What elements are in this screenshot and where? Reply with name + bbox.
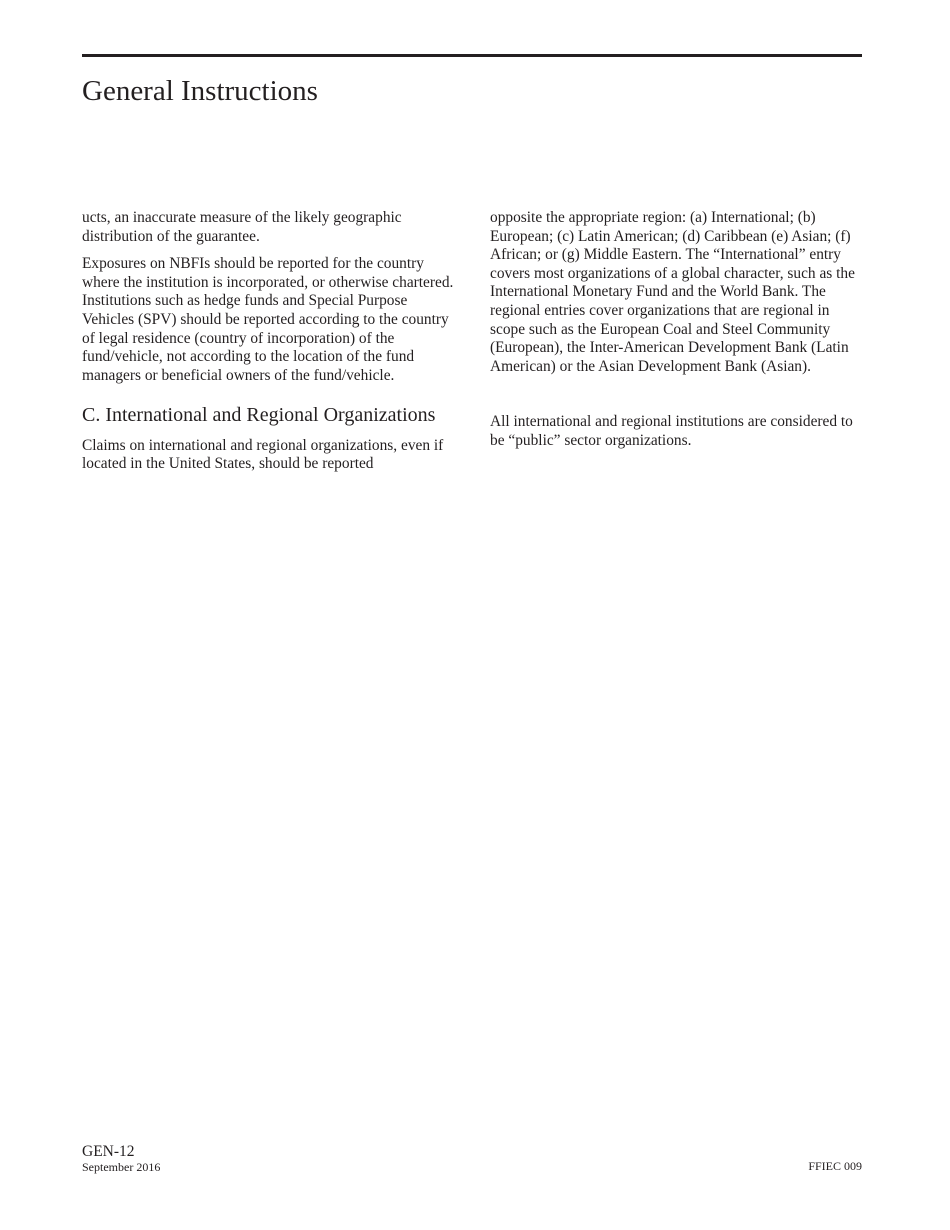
paragraph: All international and regional institutions are considered to be “public” sector organizations. [490, 413, 853, 449]
footer-date: September 2016 [82, 1160, 161, 1174]
paragraph: ucts, an inaccurate measure of the likely geographic distribution of the guarantee. [82, 209, 402, 245]
right-column [490, 209, 862, 451]
section-heading: C. International and Regional Organizations [82, 404, 436, 427]
page-number: GEN-12 [82, 1143, 135, 1160]
form-id: FFIEC 009 [808, 1159, 862, 1173]
paragraph: Claims on international and regional organizations, even if located in the United States, should be reported [82, 436, 444, 473]
paragraph: Exposures on NBFIs should be reported for the country where the institution is incorporated, or otherwise chartered. Institutions such as hedge funds and Special Purpose Vehicles (SPV) should be reported according to the country of legal residence (country of incorporation) of the fund/vehicle, not according to the location of the fund managers or beneficial owners of the fund/vehicle. [82, 255, 454, 384]
page-title: General Instructions [82, 75, 318, 107]
header-rule [82, 54, 862, 57]
footer-left [82, 1143, 160, 1174]
left-column [82, 209, 454, 474]
paragraph: opposite the appropriate region: (a) International; (b) European; (c) Latin American; (d) Caribbean (e) Asian; (f) African; or (g) Middle Eastern. The “International” entry covers most organizations of a global character, such as the International Monetary Fund and the World Bank. The regional entries cover organizations that are regional in scope such as the European Coal and Steel Community (European), the Inter-American Development Bank (Latin American) or the Asian Development Bank (Asian). [490, 209, 855, 375]
